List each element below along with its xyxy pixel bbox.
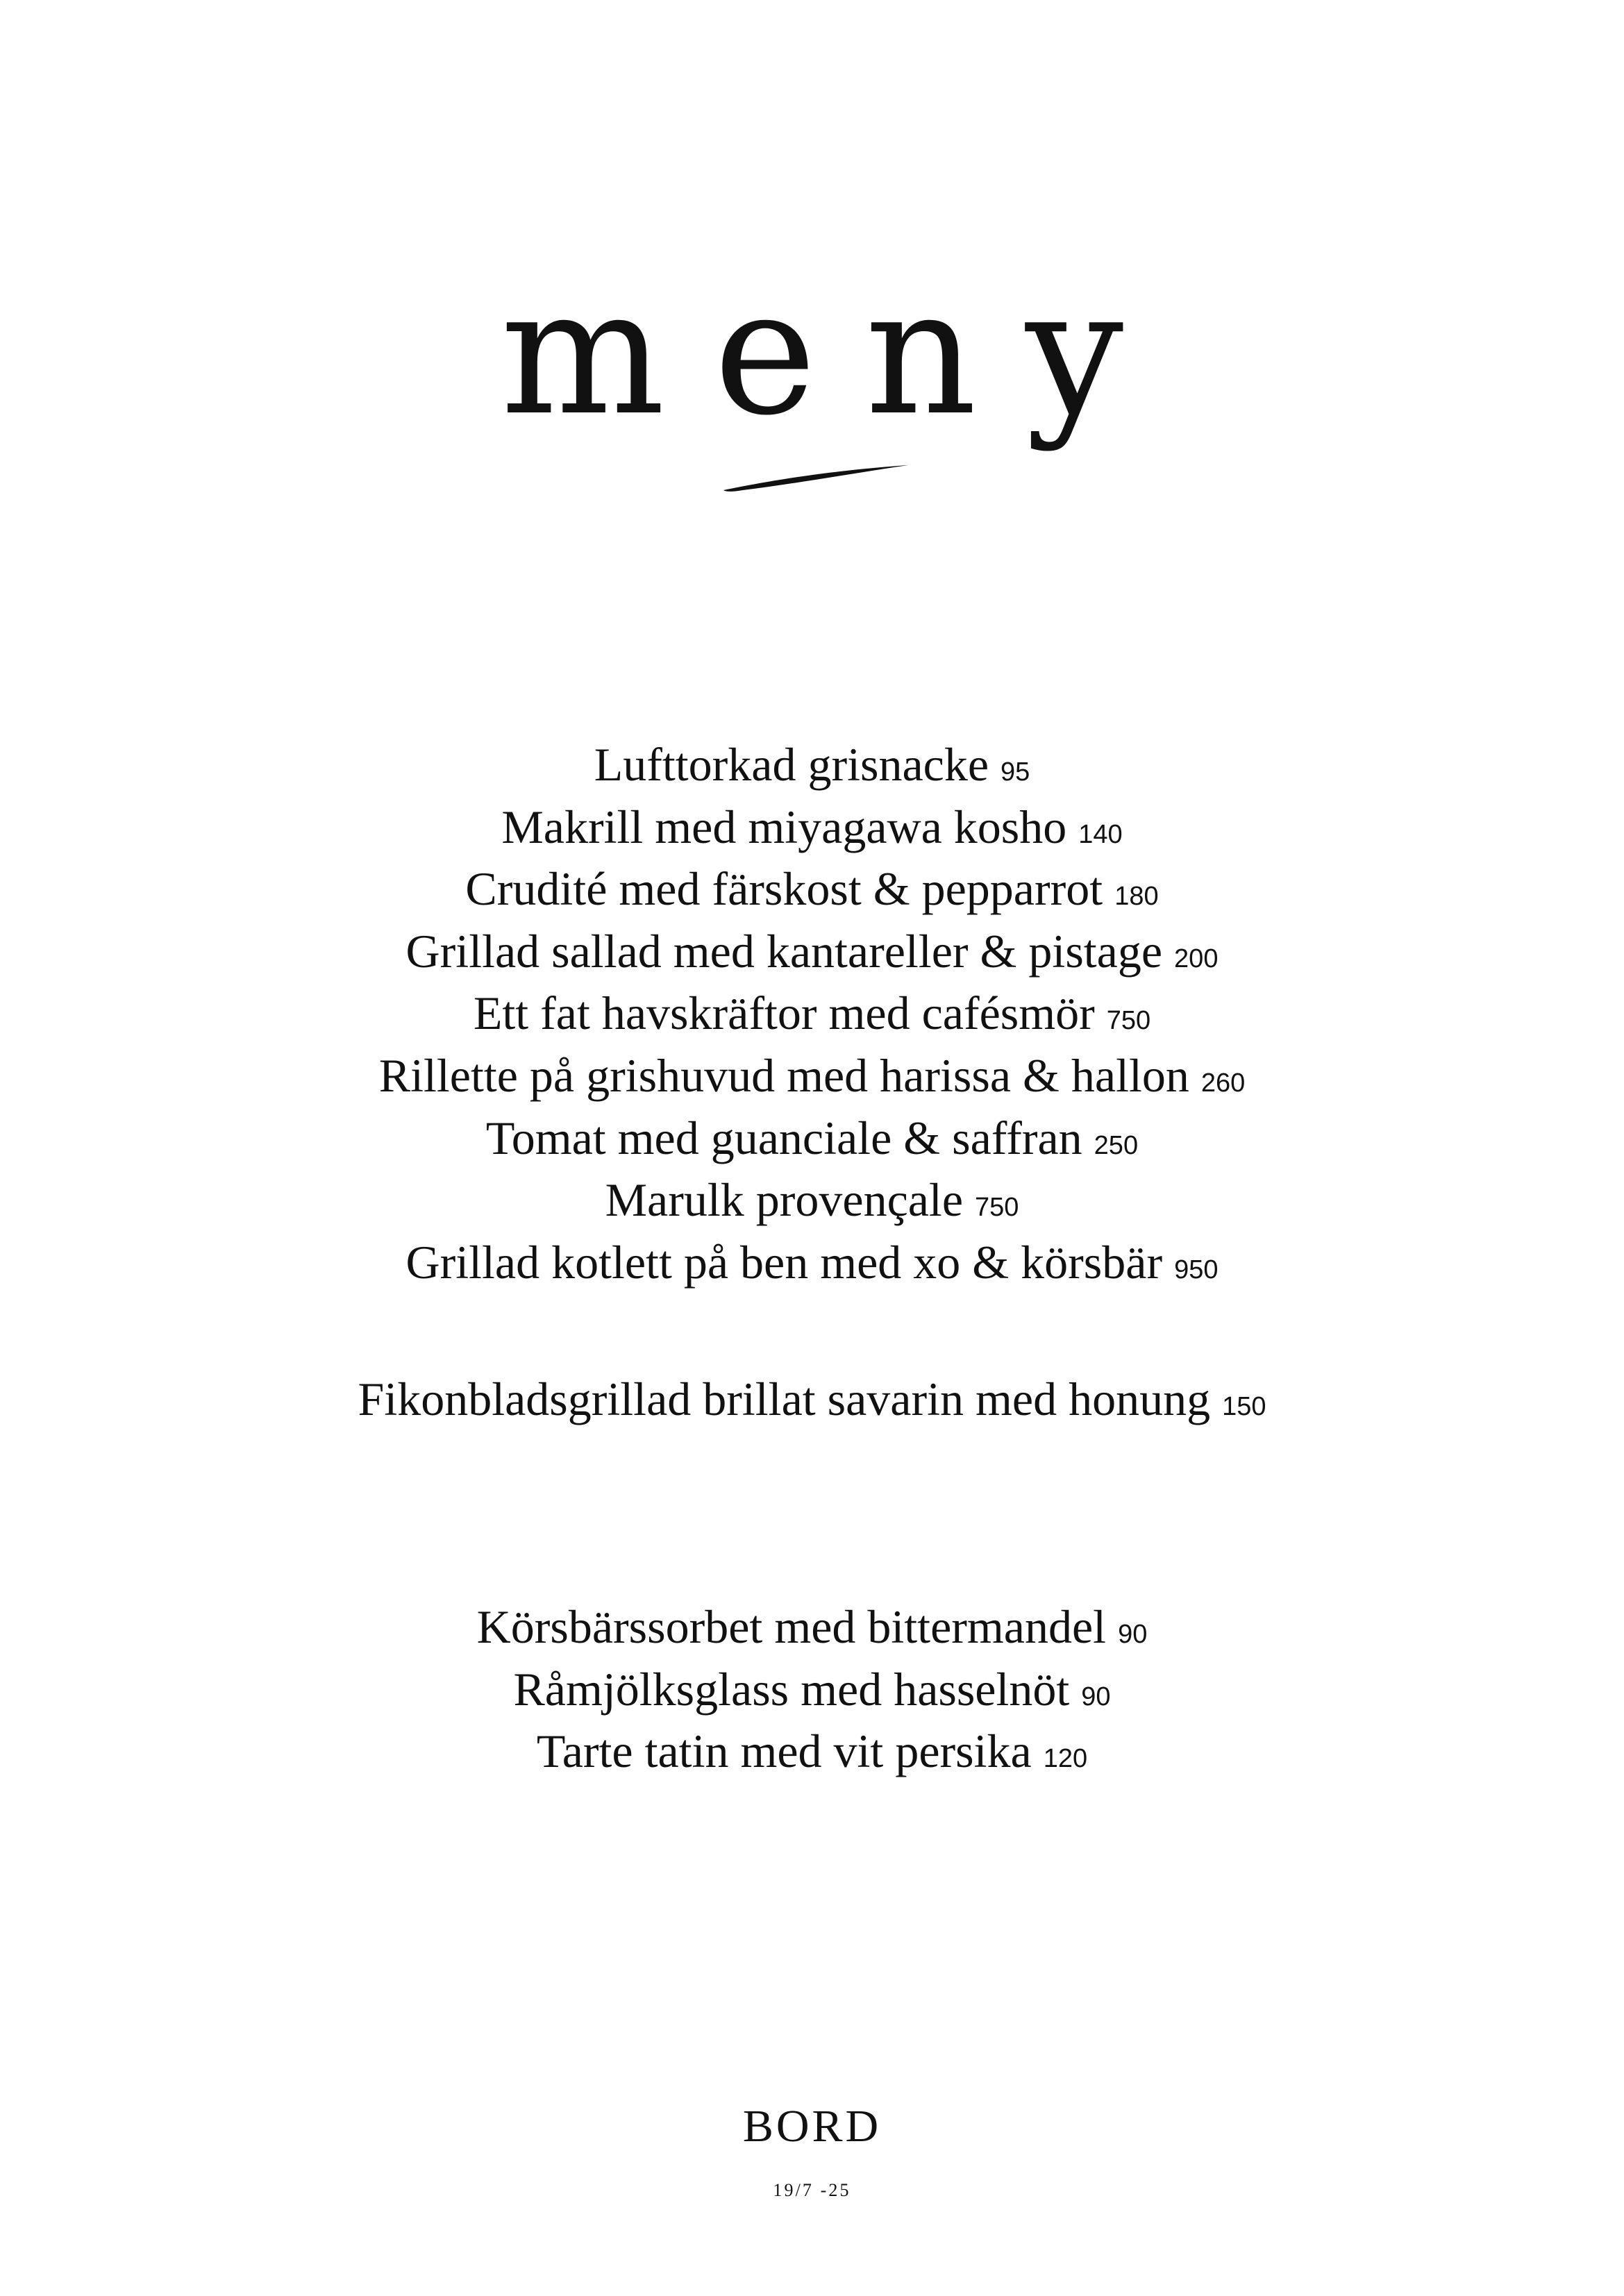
- dish-name: Körsbärssorbet med bittermandel: [476, 1600, 1107, 1653]
- menu-item: [0, 737, 1624, 800]
- dish-price: 250: [1094, 1130, 1139, 1160]
- menu-item: [0, 1662, 1624, 1725]
- menu-item: [0, 1111, 1624, 1173]
- cheese-section: [0, 1372, 1624, 1434]
- dish-price: 120: [1043, 1744, 1088, 1774]
- brush-stroke-divider: [722, 458, 910, 493]
- dish-name: Ett fat havskräftor med cafésmör: [473, 987, 1095, 1040]
- dish-name: Fikonbladsgrillad brillat savarin med honung: [358, 1373, 1211, 1425]
- dish-name: Marulk provençale: [605, 1173, 964, 1227]
- dish-name: Crudité med färskost & pepparrot: [465, 862, 1103, 916]
- dish-name: Rillette på grishuvud med harissa & hallon: [378, 1048, 1189, 1102]
- dish-price: 200: [1174, 944, 1219, 973]
- dish-price: 750: [975, 1193, 1019, 1223]
- dish-name: Råmjölksglass med hasselnöt: [513, 1662, 1070, 1716]
- menu-item: [0, 1372, 1624, 1434]
- menu-item: [0, 800, 1624, 862]
- dish-name: Makrill med miyagawa kosho: [501, 800, 1067, 853]
- dish-price: 140: [1078, 819, 1123, 849]
- menu-item: [0, 1600, 1624, 1662]
- menu-item: [0, 986, 1624, 1048]
- menu-item: [0, 1173, 1624, 1235]
- dish-price: 180: [1114, 882, 1159, 912]
- dish-price: 90: [1118, 1620, 1148, 1649]
- dish-name: Tarte tatin med vit persika: [536, 1725, 1032, 1778]
- mains-section: [0, 737, 1624, 1297]
- dish-price: 750: [1106, 1006, 1151, 1036]
- menu-item: [0, 924, 1624, 987]
- restaurant-brand: BORD: [742, 2101, 882, 2152]
- dish-price: 950: [1174, 1255, 1219, 1284]
- menu-title-text: meny: [500, 251, 1173, 453]
- dish-price: 150: [1222, 1392, 1266, 1421]
- menu-item: [0, 1048, 1624, 1111]
- menu-item: [0, 862, 1624, 924]
- dish-price: 260: [1200, 1068, 1246, 1098]
- dish-name: Lufttorkad grisnacke: [594, 738, 989, 791]
- desserts-section: [0, 1600, 1624, 1786]
- dish-name: Grillad kotlett på ben med xo & körsbär: [405, 1235, 1163, 1289]
- menu-date: 19/7 -25: [773, 2180, 851, 2200]
- menu-title: [0, 251, 1624, 453]
- dish-price: 90: [1081, 1682, 1111, 1711]
- dish-name: Grillad sallad med kantareller & pistage: [405, 924, 1163, 978]
- dish-name: Tomat med guanciale & saffran: [485, 1111, 1082, 1164]
- menu-item: [0, 1235, 1624, 1298]
- menu-item: [0, 1724, 1624, 1786]
- dish-price: 95: [1001, 757, 1030, 787]
